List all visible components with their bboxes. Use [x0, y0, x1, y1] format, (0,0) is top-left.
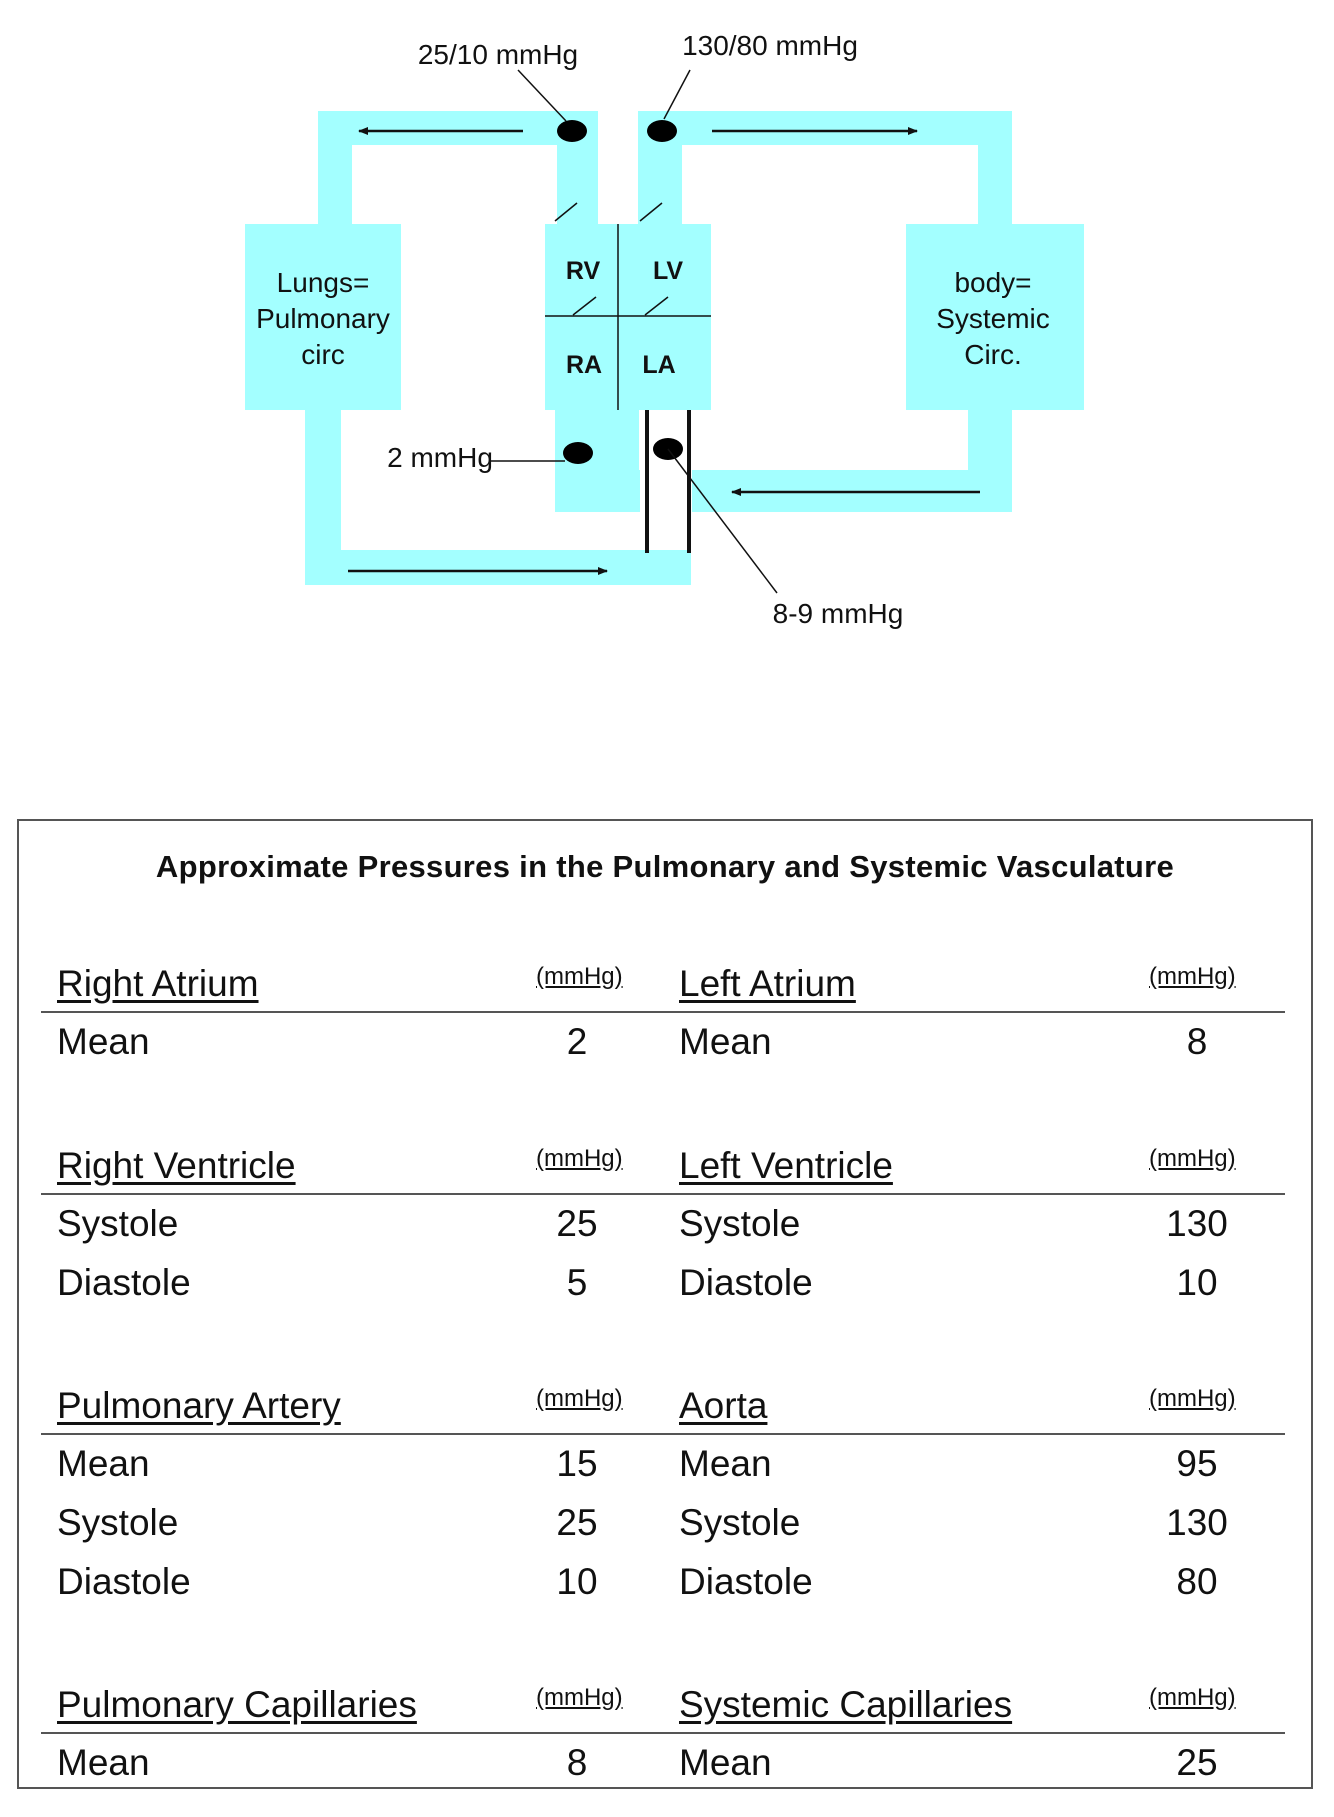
point-right-atrium	[563, 442, 593, 464]
chamber-la-label: LA	[642, 351, 676, 379]
row-label: Systole	[57, 1203, 179, 1244]
row-value: 2	[566, 1021, 588, 1062]
section-header	[663, 1373, 1285, 1435]
pressure-label-aorta: 130/80 mmHg	[682, 30, 858, 61]
table-row	[663, 1553, 1285, 1612]
row-value: 25	[556, 1203, 598, 1244]
section-title: Pulmonary Capillaries	[57, 1684, 417, 1725]
table-row	[41, 1254, 663, 1313]
row-value: 15	[556, 1443, 598, 1484]
section-left-atrium	[663, 951, 1285, 1072]
body-label-line: Circ.	[964, 339, 1022, 370]
section-right-ventricle	[41, 1133, 663, 1313]
pressure-label-pulmonary-artery: 25/10 mmHg	[417, 39, 579, 70]
lungs-label-line: Lungs=	[276, 267, 370, 298]
table-row	[663, 1435, 1285, 1494]
table-row	[41, 1195, 663, 1254]
table-title: Approximate Pressures in the Pulmonary and Systemic Vasculature	[155, 849, 1175, 884]
table-row	[663, 1013, 1285, 1072]
section-pulmonary-artery	[41, 1373, 663, 1612]
section-header	[41, 1133, 663, 1195]
pressure-label-right-atrium: 2 mmHg	[387, 442, 493, 473]
section-systemic-capillaries	[663, 1672, 1285, 1793]
row-label: Mean	[679, 1443, 772, 1484]
section-header	[41, 1672, 663, 1734]
table-row	[663, 1494, 1285, 1553]
section-header	[663, 1133, 1285, 1195]
body-label-line: Systemic	[936, 303, 1050, 334]
pressure-table	[17, 819, 1313, 1789]
lungs-label-line: Pulmonary	[256, 303, 390, 334]
unit-label: (mmHg)	[536, 1385, 623, 1412]
row-label: Diastole	[679, 1561, 813, 1602]
unit-label: (mmHg)	[1149, 1684, 1236, 1711]
row-value: 25	[556, 1502, 598, 1543]
table-row	[663, 1254, 1285, 1313]
row-value: 10	[1176, 1262, 1218, 1303]
unit-label: (mmHg)	[1149, 1385, 1236, 1412]
body-label-line: body=	[954, 267, 1032, 298]
row-label: Systole	[679, 1502, 801, 1543]
section-title: Right Ventricle	[57, 1145, 296, 1186]
section-pulmonary-capillaries	[41, 1672, 663, 1793]
row-value: 130	[1166, 1502, 1228, 1543]
section-left-ventricle	[663, 1133, 1285, 1313]
row-label: Mean	[679, 1742, 772, 1783]
section-header	[41, 1373, 663, 1435]
row-label: Mean	[57, 1021, 150, 1062]
row-label: Mean	[57, 1742, 150, 1783]
section-title: Left Ventricle	[679, 1145, 893, 1186]
table-row	[41, 1494, 663, 1553]
row-value: 95	[1176, 1443, 1218, 1484]
table-row	[41, 1435, 663, 1494]
unit-label: (mmHg)	[536, 1145, 623, 1172]
row-value: 25	[1176, 1742, 1218, 1783]
row-value: 8	[566, 1742, 588, 1783]
row-value: 5	[566, 1262, 588, 1303]
row-label: Mean	[679, 1021, 772, 1062]
row-label: Systole	[679, 1203, 801, 1244]
pressure-label-left-atrium: 8-9 mmHg	[772, 598, 904, 629]
section-header	[663, 951, 1285, 1013]
circulation-diagram	[0, 0, 1334, 660]
section-header	[663, 1672, 1285, 1734]
section-aorta	[663, 1373, 1285, 1612]
table-row	[663, 1734, 1285, 1793]
chamber-rv-label: RV	[565, 257, 601, 285]
row-value: 8	[1186, 1021, 1208, 1062]
table-row	[663, 1195, 1285, 1254]
right-column	[663, 951, 1285, 1793]
unit-label: (mmHg)	[536, 1684, 623, 1711]
row-value: 10	[556, 1561, 598, 1602]
section-right-atrium	[41, 951, 663, 1072]
table-row	[41, 1553, 663, 1612]
row-value: 80	[1176, 1561, 1218, 1602]
section-title: Systemic Capillaries	[679, 1684, 1013, 1725]
row-value: 130	[1166, 1203, 1228, 1244]
row-label: Mean	[57, 1443, 150, 1484]
chamber-lv-label: LV	[652, 257, 684, 285]
section-title: Aorta	[679, 1385, 768, 1426]
lungs-label-line: circ	[301, 339, 345, 370]
table-row	[41, 1013, 663, 1072]
section-header	[41, 951, 663, 1013]
row-label: Diastole	[57, 1262, 191, 1303]
section-title: Pulmonary Artery	[57, 1385, 341, 1426]
unit-label: (mmHg)	[536, 963, 623, 990]
unit-label: (mmHg)	[1149, 963, 1236, 990]
row-label: Diastole	[679, 1262, 813, 1303]
chamber-ra-label: RA	[565, 351, 603, 379]
point-aorta	[647, 120, 677, 142]
table-row	[41, 1734, 663, 1793]
section-title: Left Atrium	[679, 963, 856, 1004]
section-title: Right Atrium	[57, 963, 259, 1004]
row-label: Systole	[57, 1502, 179, 1543]
point-pulmonary-artery	[557, 120, 587, 142]
row-label: Diastole	[57, 1561, 191, 1602]
left-column	[41, 951, 663, 1793]
unit-label: (mmHg)	[1149, 1145, 1236, 1172]
